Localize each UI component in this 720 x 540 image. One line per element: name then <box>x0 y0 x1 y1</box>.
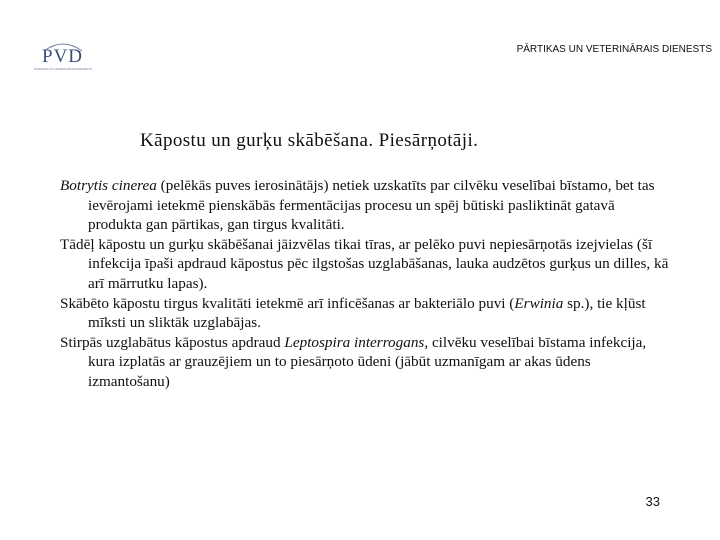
paragraph-text: sp.), tie kļūst mīksti un sliktāk uzglabājas. <box>88 294 646 332</box>
pvd-logo <box>32 40 94 74</box>
page-number: 33 <box>645 494 660 509</box>
paragraph-botrytis <box>60 176 672 235</box>
species-name: Leptospira interrogans <box>284 333 425 351</box>
species-name: Erwinia <box>514 294 564 312</box>
paragraph-text: (pelēkās puves ierosinātājs) netiek uzskatīts par cilvēku veselībai bīstamo, bet tas ievērojami ietekmē pienskābās fermentācijas procesu un spēj būtiski pasliktināt gatavā produkta gan pārtikas, gan tirgus kvalitāti. <box>88 177 655 234</box>
paragraph-leptospira <box>60 333 672 392</box>
paragraph-text: Stirpās uzglabātus kāpostus apdraud <box>60 333 285 351</box>
logo-text: PVD <box>42 46 84 67</box>
slide-title: Kāpostu un gurķu skābēšana. Piesārņotāji. <box>140 130 479 151</box>
paragraph-raw-materials: Tādēļ kāpostu un gurķu skābēšanai jāizvēlas tikai tīras, ar pelēko puvi nepiesārņotās izejvielas (šī infekcija īpaši apdraud kāpostus pēc ilgstošas uzglabāšanas, lauka audzētos gurķus un dilles, kā arī mārrutku lapas). <box>60 235 669 292</box>
paragraph-text: , cilvēku veselībai bīstama infekcija, kura izplatās ar grauzējiem un to piesārņoto ūdeni (jābūt uzmanīgam ar akas ūdens izmantošanu) <box>88 333 647 390</box>
paragraph-text: Skābēto kāpostu tirgus kvalitāti ietekmē arī inficēšanas ar bakteriālo puvi ( <box>60 294 515 312</box>
paragraph-erwinia <box>60 294 672 333</box>
agency-name: PĀRTIKAS UN VETERINĀRAIS DIENESTS <box>516 44 712 55</box>
logo-subtitle: PĀRTIKAS UN VETERINĀRAIS DIENESTS <box>33 67 93 71</box>
species-name: Botrytis cinerea <box>60 177 157 194</box>
slide-body <box>60 176 672 392</box>
